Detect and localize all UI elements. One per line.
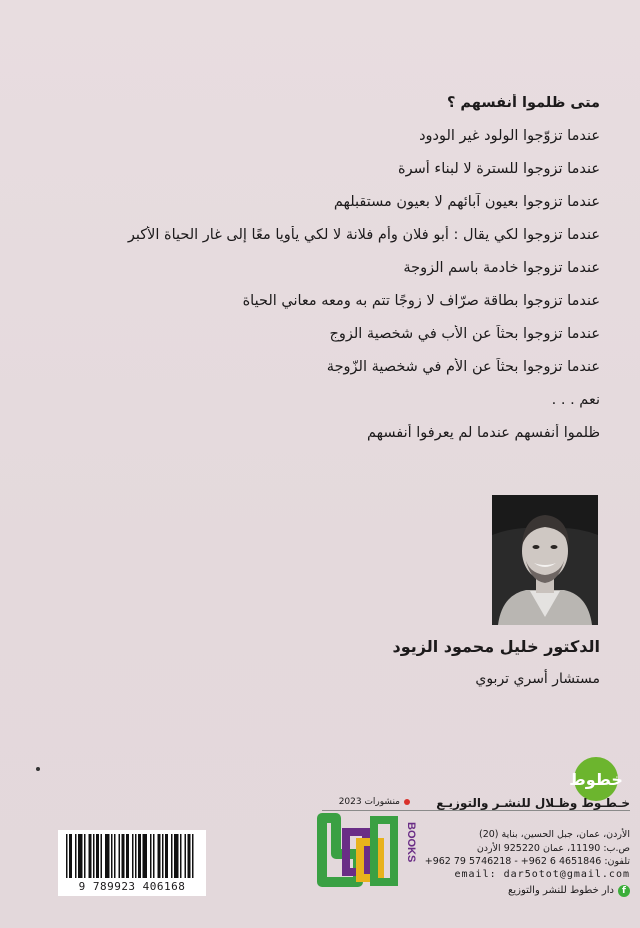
- poem-line: عندما تزوجوا للسترة لا لبناء أسرة: [398, 161, 600, 177]
- poem-line: نعم . . .: [551, 392, 600, 408]
- barcode-bar: [81, 834, 83, 878]
- books-logo: [316, 812, 416, 890]
- publication-year-label: منشورات 2023: [338, 797, 400, 807]
- barcode-bar: [123, 834, 125, 878]
- barcode-bar: [159, 834, 161, 878]
- barcode-bar: [188, 834, 190, 878]
- barcode-bar: [89, 834, 91, 878]
- publication-year: [339, 797, 410, 807]
- poem-line: عندما تزوجوا بحثاً عن الأم في شخصية الزّوجة: [326, 359, 600, 375]
- barcode-bar: [126, 834, 128, 878]
- facebook-icon: f: [618, 885, 630, 897]
- red-dot-icon: [404, 799, 410, 805]
- poem-line: عندما تزوّجوا الولود غير الودود: [419, 128, 600, 144]
- publisher-address-2: ص.ب: 11190، عمان 925220 الأردن: [476, 842, 630, 854]
- barcode-bar: [174, 834, 176, 878]
- poem-line: عندما تزوجوا بعيون آبائهم لا بعيون مستقبلهم: [333, 194, 600, 210]
- barcode-bar: [107, 834, 109, 878]
- barcode-bar: [192, 834, 194, 878]
- publisher-logo-text: خطوط: [569, 769, 623, 789]
- barcode-bar: [90, 834, 92, 878]
- barcode-bar: [135, 834, 137, 878]
- barcode-bar: [101, 834, 103, 878]
- barcode-bar: [189, 834, 191, 878]
- barcode-bar: [80, 834, 82, 878]
- print-speck: [36, 767, 40, 771]
- publisher-contact: [424, 828, 630, 869]
- barcode-bar: [177, 834, 179, 878]
- barcode-bar: [146, 834, 148, 878]
- barcode-bar: [153, 834, 155, 878]
- publisher-phone: تلفون: 4651846 6 962+ - 5746218 79 962+: [424, 856, 630, 867]
- barcode-bar: [176, 834, 178, 878]
- publisher-block: [424, 795, 630, 811]
- barcode-bar: [93, 834, 95, 878]
- books-label: BOOKS: [405, 822, 416, 863]
- isbn-number: 9 789923 406168: [58, 880, 206, 893]
- poem-line: ظلموا أنفسهم عندما لم يعرفوا أنفسهم: [367, 425, 600, 441]
- poem-line: عندما تزوجوا بطاقة صرّاف لا زوجًا تتم به ومعه معاني الحياة: [242, 293, 600, 309]
- barcode-bar: [144, 834, 146, 878]
- publisher-facebook-name: دار خطوط للنشر والتوزيع: [508, 885, 614, 896]
- publisher-address-1: الأردن، عمان، جبل الحسين، بناية (20): [478, 829, 630, 840]
- publisher-facebook: [424, 885, 630, 897]
- barcode-bar: [143, 834, 145, 878]
- books-logo-icon: [316, 812, 416, 890]
- barcode-bar: [158, 834, 160, 878]
- barcode-bar: [185, 834, 187, 878]
- barcode-bar: [98, 834, 100, 878]
- barcode-bar: [138, 834, 140, 878]
- barcode-bar: [78, 834, 80, 878]
- barcode-bar: [167, 834, 169, 878]
- barcode-bar: [114, 834, 116, 878]
- barcode-bar: [122, 834, 124, 878]
- barcode-bar: [119, 834, 121, 878]
- barcode-bar: [105, 834, 107, 878]
- poem-text: [80, 94, 600, 457]
- barcode-bar: [96, 834, 98, 878]
- author-name: الدكتور خليل محمود الزيود: [392, 637, 600, 656]
- barcode-bar: [108, 834, 110, 878]
- barcode-bar: [150, 834, 152, 878]
- barcode-bar: [171, 834, 173, 878]
- barcode-bar: [71, 834, 73, 878]
- barcode-bar: [162, 834, 164, 878]
- barcode-bar: [66, 834, 68, 878]
- poem-line: عندما تزوجوا بحثاً عن الأب في شخصية الزوج: [329, 326, 600, 342]
- barcode-bars: [58, 830, 206, 880]
- barcode-bar: [132, 834, 134, 878]
- barcode-bar: [128, 834, 130, 878]
- barcode-bar: [75, 834, 77, 878]
- barcode-bar: [84, 834, 86, 878]
- barcode-bar: [140, 834, 142, 878]
- barcode-bar: [111, 834, 113, 878]
- author-block: [300, 636, 600, 692]
- barcode-bar: [69, 834, 71, 878]
- publisher-email: email: dar5otot@gmail.com: [454, 869, 630, 880]
- publisher-name: خـطـوط وظـلال للنشـر والتوزيـع: [436, 796, 630, 810]
- poem-title: متى ظلموا أنفسهم ؟: [446, 95, 600, 111]
- barcode-bar: [180, 834, 182, 878]
- barcode-bar: [165, 834, 167, 878]
- poem-line: عندما تزوجوا لكي يقال : أبو فلان وأم فلانة لا لكي يأويا معًا إلى غار الحياة الأكبر: [127, 227, 600, 243]
- author-role: مستشار أسري تربوي: [475, 671, 600, 687]
- author-photo: [492, 495, 598, 625]
- author-portrait-image: [492, 495, 598, 625]
- poem-line: عندما تزوجوا خادمة باسم الزوجة: [403, 260, 600, 276]
